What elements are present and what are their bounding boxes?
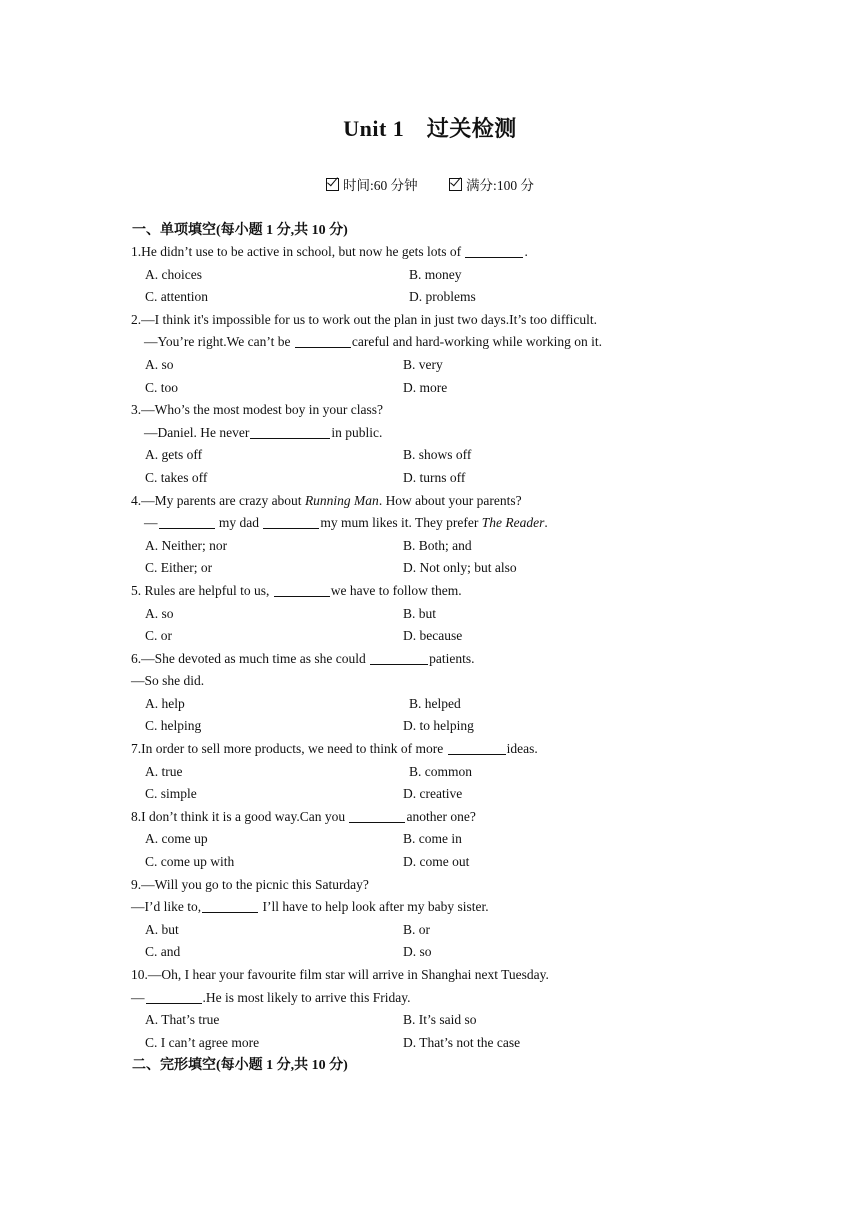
question-stem: 6.—She devoted as much time as she could patients. bbox=[131, 650, 475, 666]
option-d: D. to helping bbox=[403, 718, 474, 734]
option-a: A. Neither; nor bbox=[145, 537, 228, 553]
question-stem: 7.In order to sell more products, we need to think of more ideas. bbox=[131, 741, 538, 757]
answer-blank bbox=[274, 582, 330, 597]
checkbox-checked-icon bbox=[449, 178, 462, 191]
question-stem: 9.—Will you go to the picnic this Saturday? bbox=[131, 876, 369, 892]
answer-blank bbox=[146, 989, 202, 1004]
option-d: D. Not only; but also bbox=[403, 560, 517, 576]
section-heading-single-choice: 一、单项填空(每小题 1 分,共 10 分) bbox=[132, 223, 348, 238]
question-reply: —Daniel. He never in public. bbox=[144, 424, 383, 440]
question-reply: —You’re right.We can’t be careful and hard-working while working on it. bbox=[144, 334, 602, 350]
option-d: D. come out bbox=[403, 854, 470, 870]
option-d: D. so bbox=[403, 944, 432, 960]
option-d: D. creative bbox=[403, 786, 463, 802]
question-reply: —So she did. bbox=[131, 673, 205, 689]
question-reply: —I’d like to, I’ll have to help look after my baby sister. bbox=[131, 899, 489, 915]
answer-blank bbox=[448, 740, 506, 755]
question-reply: — .He is most likely to arrive this Friday. bbox=[131, 989, 411, 1005]
score-label: 满分:100 分 bbox=[466, 178, 534, 193]
question-stem: 10.—Oh, I hear your favourite film star will arrive in Shanghai next Tuesday. bbox=[131, 967, 549, 982]
option-c: C. come up with bbox=[145, 854, 235, 870]
question-stem: 3.—Who’s the most modest boy in your class? bbox=[131, 402, 383, 418]
exam-meta bbox=[0, 174, 860, 194]
question-stem: 8.I don’t think it is a good way.Can you another one? bbox=[131, 808, 476, 824]
answer-blank bbox=[349, 808, 405, 823]
option-a: A. That’s true bbox=[145, 1012, 220, 1028]
question-4 bbox=[131, 490, 731, 580]
question-5 bbox=[131, 580, 731, 648]
question-10 bbox=[131, 964, 731, 1054]
option-d: D. problems bbox=[409, 289, 476, 305]
option-c: C. and bbox=[145, 944, 181, 960]
option-d: D. turns off bbox=[403, 469, 466, 485]
answer-blank bbox=[159, 514, 215, 529]
option-d: D. more bbox=[403, 379, 448, 395]
question-stem: 2.—I think it's impossible for us to work out the plan in just two days.It’s too difficult. bbox=[131, 311, 598, 327]
option-a: A. gets off bbox=[145, 447, 203, 463]
answer-blank bbox=[295, 333, 351, 348]
answer-blank bbox=[465, 243, 523, 258]
option-c: C. I can’t agree more bbox=[145, 1034, 260, 1050]
question-stem: 4.—My parents are crazy about Running Man. How about your parents? bbox=[131, 492, 522, 508]
option-a: A. help bbox=[145, 695, 185, 711]
question-stem: 1.He didn’t use to be active in school, but now he gets lots of . bbox=[131, 244, 528, 259]
option-c: C. simple bbox=[145, 786, 197, 802]
question-6 bbox=[131, 648, 731, 738]
score-info bbox=[449, 174, 534, 194]
section-heading-cloze: 二、完形填空(每小题 1 分,共 10 分) bbox=[132, 1058, 348, 1073]
option-c: C. attention bbox=[145, 289, 208, 305]
question-list bbox=[131, 241, 731, 1054]
option-b: B. come in bbox=[403, 831, 462, 847]
question-2 bbox=[131, 309, 731, 399]
answer-blank bbox=[202, 898, 258, 913]
option-c: C. helping bbox=[145, 718, 202, 734]
option-c: C. Either; or bbox=[145, 560, 213, 576]
option-b: B. or bbox=[403, 921, 430, 937]
time-label: 时间:60 分钟 bbox=[343, 178, 418, 193]
question-reply: — my dad my mum likes it. They prefer The Reader. bbox=[144, 515, 548, 531]
option-d: D. because bbox=[403, 628, 463, 644]
checkbox-checked-icon bbox=[326, 178, 339, 191]
answer-blank bbox=[370, 650, 428, 665]
question-9 bbox=[131, 874, 731, 964]
answer-blank bbox=[263, 514, 319, 529]
option-a: A. so bbox=[145, 356, 174, 372]
option-a: A. true bbox=[145, 763, 183, 779]
option-c: C. or bbox=[145, 628, 172, 644]
question-7 bbox=[131, 738, 731, 806]
time-info bbox=[326, 174, 418, 194]
option-b: B. It’s said so bbox=[403, 1012, 477, 1028]
question-8 bbox=[131, 806, 731, 874]
page-title: Unit 1 过关检测 bbox=[343, 116, 517, 141]
option-c: C. too bbox=[145, 379, 179, 395]
answer-blank bbox=[250, 424, 330, 439]
option-a: A. so bbox=[145, 605, 174, 621]
option-a: A. come up bbox=[145, 831, 208, 847]
option-d: D. That’s not the case bbox=[403, 1034, 521, 1050]
option-b: B. but bbox=[403, 605, 437, 621]
question-stem: 5. Rules are helpful to us, we have to follow them. bbox=[131, 582, 462, 598]
option-c: C. takes off bbox=[145, 469, 208, 485]
option-b: B. very bbox=[403, 356, 443, 372]
option-b: B. money bbox=[409, 266, 462, 282]
option-b: B. Both; and bbox=[403, 537, 472, 553]
question-1 bbox=[131, 241, 731, 309]
question-3 bbox=[131, 399, 731, 489]
option-b: B. common bbox=[409, 763, 472, 779]
option-b: B. shows off bbox=[403, 447, 472, 463]
option-a: A. but bbox=[145, 921, 179, 937]
option-b: B. helped bbox=[409, 695, 461, 711]
option-a: A. choices bbox=[145, 266, 202, 282]
